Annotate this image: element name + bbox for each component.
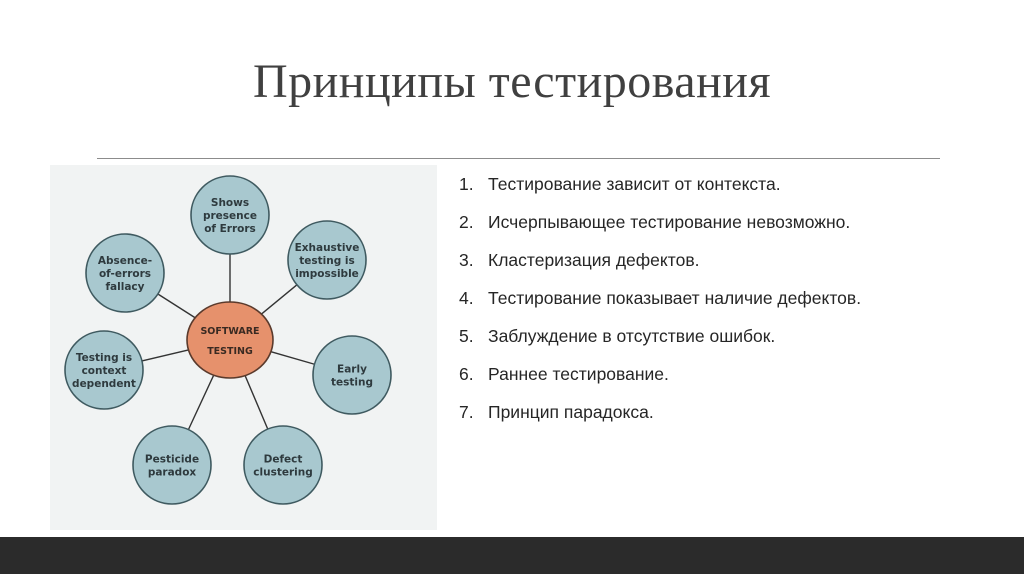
slide-title: Принципы тестирования: [252, 55, 772, 108]
node-label-line: Absence-: [97, 255, 153, 267]
node-label-line: paradox: [147, 466, 197, 479]
node-label-line: SOFTWARE: [200, 326, 260, 337]
connector-line-absence-of-errors-fallacy: [158, 294, 195, 318]
principle-text: Раннее тестирование.: [488, 364, 669, 384]
principle-text: Тестирование показывает наличие дефектов.: [488, 288, 862, 308]
node-exhaustive-testing-impossible: [288, 221, 366, 299]
connector-line-defect-clustering: [245, 376, 268, 430]
principle-item-6: [459, 364, 861, 402]
connector-line-exhaustive-testing-impossible: [261, 285, 296, 314]
principle-text: Исчерпывающее тестирование невозможно.: [488, 212, 851, 232]
diagram-canvas: [50, 165, 437, 530]
principle-item-4: [459, 288, 861, 326]
node-early-testing: [313, 336, 391, 414]
node-label-line: testing is: [299, 255, 355, 267]
connector-line-early-testing: [271, 352, 315, 365]
center-node-software-testing: [187, 302, 273, 378]
principle-number: 2.: [459, 212, 474, 232]
node-defect-clustering: [244, 426, 322, 504]
node-label-line: of-errors: [98, 268, 152, 280]
node-testing-context-dependent: [65, 331, 143, 409]
principle-number: 6.: [459, 364, 474, 384]
node-label-line: dependent: [72, 378, 136, 390]
node-label-line: presence: [202, 210, 258, 222]
principle-text: Кластеризация дефектов.: [488, 250, 700, 270]
node-label-line: impossible: [295, 268, 359, 280]
principle-item-2: [459, 212, 861, 250]
node-label-line: TESTING: [207, 346, 253, 357]
node-label-line: Testing is: [75, 352, 133, 364]
principle-number: 4.: [459, 288, 474, 308]
principle-number: 3.: [459, 250, 474, 270]
node-label-line: testing: [331, 376, 373, 389]
principle-text: Принцип парадокса.: [488, 402, 654, 422]
testing-principles-diagram: [50, 165, 437, 530]
principle-item-7: [459, 402, 861, 440]
node-shows-presence-of-errors: [191, 176, 269, 254]
node-label-line: Early: [337, 363, 367, 376]
principle-item-1: [459, 174, 861, 212]
center-node-ellipse: [187, 302, 273, 378]
node-label-line: clustering: [253, 466, 313, 479]
node-label-line: Pesticide: [144, 453, 200, 466]
node-label-line: fallacy: [105, 281, 145, 293]
connector-line-testing-context-dependent: [142, 350, 189, 361]
footer-bar: [0, 537, 1024, 574]
node-pesticide-paradox: [133, 426, 211, 504]
principle-text: Тестирование зависит от контекста.: [488, 174, 781, 194]
title-divider: [97, 158, 940, 159]
node-absence-of-errors-fallacy: [86, 234, 164, 312]
principle-number: 5.: [459, 326, 474, 346]
node-label-line: Defect: [263, 453, 303, 466]
node-label-line: Exhaustive: [294, 242, 360, 254]
principle-number: 7.: [459, 402, 474, 422]
principle-number: 1.: [459, 174, 474, 194]
principle-text: Заблуждение в отсутствие ошибок.: [488, 326, 776, 346]
principle-item-3: [459, 250, 861, 288]
principle-item-5: [459, 326, 861, 364]
connector-line-pesticide-paradox: [188, 375, 213, 429]
node-label-line: Shows: [210, 197, 250, 209]
node-label-line: of Errors: [204, 223, 256, 235]
principles-list: [459, 174, 861, 440]
node-label-line: context: [81, 365, 127, 377]
